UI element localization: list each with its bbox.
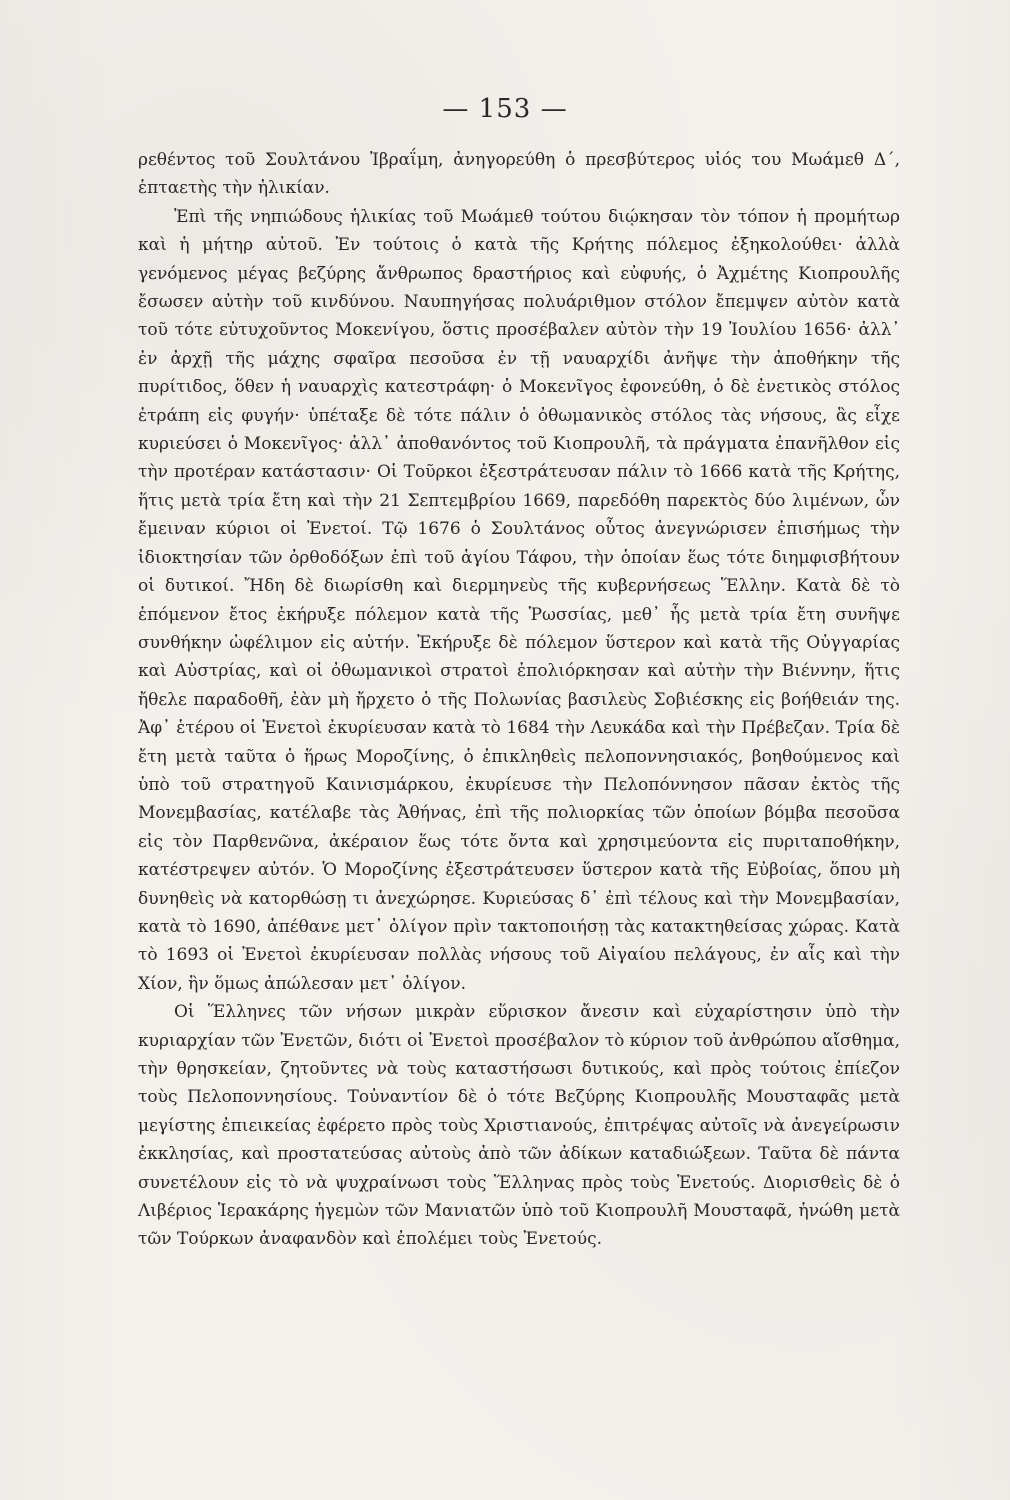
paragraph-greeks-venetians: Οἱ Ἕλληνες τῶν νήσων μικρὰν εὕρισκον ἄνεσιν καὶ εὐχαρίστησιν ὑπὸ τὴν κυριαρχίαν τῶν Ἐνετῶν, διότι οἱ Ἐνετοὶ προσέβαλον τὸ κύριον τοῦ ἀνθρώπου αἴσθημα, τὴν θρησκείαν, ζητοῦντες νὰ τοὺς καταστήσωσι δυτικούς, καὶ πρὸς τούτοις ἐπίεζον τοὺς Πελοποννησίους. Τοὐναντίον δὲ ὁ τότε Βεζύρης Κιοπρουλῆς Μουσταφᾶς μετὰ μεγίστης ἐπιεικείας ἐφέρετο πρὸς τοὺς Χριστιανούς, ἐπιτρέψας αὐτοῖς νὰ ἀνεγείρωσιν ἐκκλησίας, καὶ προστατεύσας αὐτοὺς ἀπὸ τῶν ἀδίκων καταδιώξεων. Ταῦτα δὲ πάντα συνετέλουν εἰς τὸ νὰ ψυχραίνωσι τοὺς Ἕλληνας πρὸς τοὺς Ἐνετούς. Διορισθεὶς δὲ ὁ Λιβέριος Ἱερακάρης ἡγεμὼν τῶν Μανιατῶν ὑπὸ τοῦ Κιοπρουλῆ Μουσταφᾶ, ἡνώθη μετὰ τῶν Τούρκων ἀναφανδὸν καὶ ἐπολέμει τοὺς Ἐνετούς. <box>138 1002 900 1250</box>
paragraph-history: Ἐπὶ τῆς νηπιώδους ἡλικίας τοῦ Μωάμεθ τούτου διῴκησαν τὸν τόπον ἡ προμήτωρ καὶ ἡ μήτηρ αὐτοῦ. Ἐν τούτοις ὁ κατὰ τῆς Κρήτης πόλεμος ἐξηκολούθει· ἀλλὰ γενόμενος μέγας βεζύρης ἄνθρωπος δραστήριος καὶ εὐφυής, ὁ Ἀχμέτης Κιοπρουλῆς ἔσωσεν αὐτὴν τοῦ κινδύνου. Ναυπηγήσας πολυάριθμον στόλον ἔπεμψεν αὐτὸν κατὰ τοῦ τότε εὐτυχοῦντος Μοκενίγου, ὅστις προσέβαλεν αὐτὸν τὴν 19 Ἰουλίου 1656· ἀλλ᾽ ἐν ἀρχῇ τῆς μάχης σφαῖρα πεσοῦσα ἐν τῇ ναυαρχίδι ἀνῆψε τὴν ἀποθήκην τῆς πυρίτιδος, ὅθεν ἡ ναυαρχὶς κατεστράφη· ὁ Μοκενῖγος ἐφονεύθη, ὁ δὲ ἐνετικὸς στόλος ἐτράπη εἰς φυγήν· ὑπέταξε δὲ τότε πάλιν ὁ ὀθωμανικὸς στόλος τὰς νήσους, ἃς εἶχε κυριεύσει ὁ Μοκενῖγος· ἀλλ᾽ ἀποθανόντος τοῦ Κιοπρουλῆ, τὰ πράγματα ἐπανῆλθον εἰς τὴν προτέραν κατάστασιν· Οἱ Τοῦρκοι ἐξεστράτευσαν πάλιν τὸ 1666 κατὰ τῆς Κρήτης, ἥτις μετὰ τρία ἔτη καὶ τὴν 21 Σεπτεμβρίου 1669, παρεδόθη παρεκτὸς δύο λιμένων, ὧν ἔμειναν κύριοι οἱ Ἐνετοί. Τῷ 1676 ὁ Σουλτάνος οὗτος ἀνεγνώρισεν ἐπισήμως τὴν ἰδιοκτησίαν τῶν ὀρθοδόξων ἐπὶ τοῦ ἁγίου Τάφου, τὴν ὁποίαν ἕως τότε διημφισβήτουν οἱ δυτικοί. Ἤδη δὲ διωρίσθη καὶ διερμηνεὺς τῆς κυβερνήσεως Ἕλλην. Κατὰ δὲ τὸ ἑπόμενον ἔτος ἐκήρυξε πόλεμον κατὰ τῆς Ῥωσσίας, μεθ᾽ ἧς μετὰ τρία ἔτη συνῆψε συνθήκην ὠφέλιμον εἰς αὐτήν. Ἐκήρυξε δὲ πόλεμον ὕστερον καὶ κατὰ τῆς Οὐγγαρίας καὶ Αὐστρίας, καὶ οἱ ὀθωμανικοὶ στρατοὶ ἐπολιόρκησαν καὶ αὐτὴν τὴν Βιέννην, ἥτις ἤθελε παραδοθῆ, ἐὰν μὴ ἤρχετο ὁ τῆς Πολωνίας βασιλεὺς Σοβιέσκης εἰς βοήθειάν της. Ἀφ᾽ ἑτέρου οἱ Ἐνετοὶ ἐκυρίευσαν κατὰ τὸ 1684 τὴν Λευκάδα καὶ τὴν Πρέβεζαν. Τρία δὲ ἔτη μετὰ ταῦτα ὁ ἥρως Μοροζίνης, ὁ ἐπικληθεὶς πελοποννησιακός, βοηθούμενος καὶ ὑπὸ τοῦ στρατηγοῦ Καινισμάρκου, ἐκυρίευσε τὴν Πελοπόννησον πᾶσαν ἐκτὸς τῆς Μονεμβασίας, κατέλαβε τὰς Ἀθήνας, ἐπὶ τῆς πολιορκίας τῶν ὁποίων βόμβα πεσοῦσα εἰς τὸν Παρθενῶνα, ἀκέραιον ἕως τότε ὄντα καὶ χρησιμεύοντα εἰς πυριταποθήκην, κατέστρεψεν αὐτόν. Ὁ Μοροζίνης ἐξεστράτευσεν ὕστερον κατὰ τῆς Εὐβοίας, ὅπου μὴ δυνηθεὶς νὰ κατορθώσῃ τι ἀνεχώρησε. Κυριεύσας δ᾽ ἐπὶ τέλους καὶ τὴν Μονεμβασίαν, κατὰ τὸ 1690, ἀπέθανε μετ᾽ ὀλίγον πρὶν τακτοποιήσῃ τὰς κατακτηθείσας χώρας. Κατὰ τὸ 1693 οἱ Ἐνετοὶ ἐκυρίευσαν πολλὰς νήσους τοῦ Αἰγαίου πελάγους, ἐν αἷς καὶ τὴν Χίον, ἣν ὅμως ἀπώλεσαν μετ᾽ ὀλίγον. <box>138 206 900 994</box>
page-number: — 153 — <box>442 94 568 124</box>
paragraph-continuation: ρεθέντος τοῦ Σουλτάνου Ἰβραΐμη, ἀνηγορεύθη ὁ πρεσβύτερος υἱός του Μωάμεθ Δ΄, ἑπταετὴς τὴν ἡλικίαν. <box>138 150 900 199</box>
body-text <box>138 146 900 1254</box>
